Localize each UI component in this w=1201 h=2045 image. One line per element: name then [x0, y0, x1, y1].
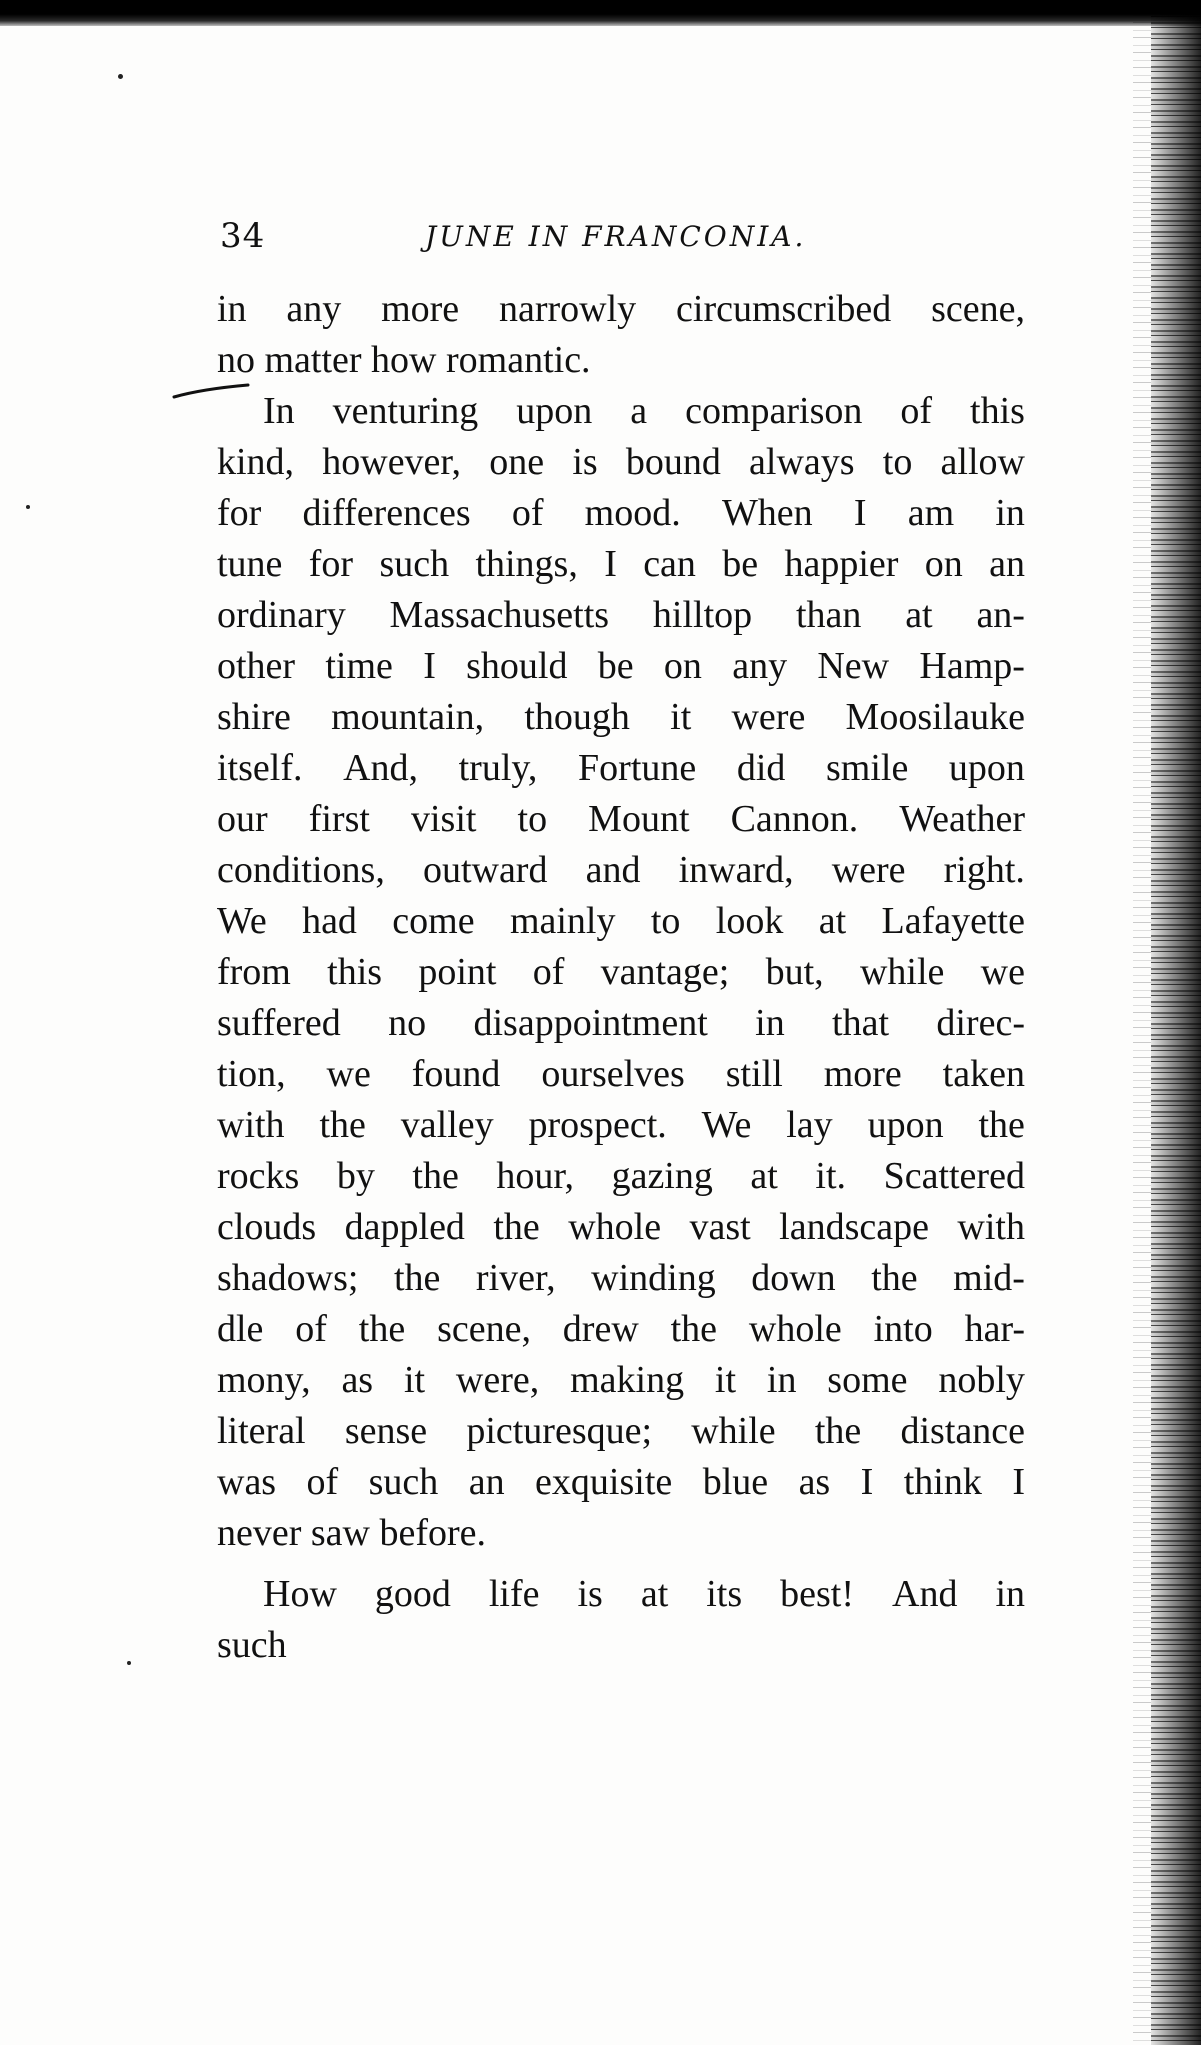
text-line: In venturing upon a comparison of this [263, 390, 1025, 432]
text-line: shire mountain, though it were Moosilauke [217, 696, 1025, 738]
body-text [217, 284, 1025, 1671]
text-line: mony, as it were, making it in some nobly [217, 1359, 1025, 1401]
text-line: clouds dappled the whole vast landscape with [217, 1206, 1025, 1248]
text-line: no matter how romantic. [217, 339, 591, 381]
text-line: shadows; the river, winding down the mid- [217, 1257, 1025, 1299]
text-line: How good life is at its best! And in [263, 1573, 1025, 1615]
text-line: dle of the scene, drew the whole into har- [217, 1308, 1025, 1350]
text-line: other time I should be on any New Hamp- [217, 645, 1025, 687]
text-line: tion, we found ourselves still more taken [217, 1053, 1025, 1095]
text-line: from this point of vantage; but, while we [217, 951, 1025, 993]
text-line: rocks by the hour, gazing at it. Scattered [217, 1155, 1025, 1197]
scan-speck [127, 1661, 131, 1665]
text-line: with the valley prospect. We lay upon the [217, 1104, 1025, 1146]
text-line: never saw before. [217, 1512, 487, 1554]
text-line: literal sense picturesque; while the distance [217, 1410, 1025, 1452]
text-line: ordinary Massachusetts hilltop than at an- [217, 594, 1025, 636]
page-header [220, 216, 1024, 266]
text-line: kind, however, one is bound always to allow [217, 441, 1025, 483]
text-line: itself. And, truly, Fortune did smile upon [217, 747, 1025, 789]
scan-top-shadow [0, 0, 1201, 26]
page-edge-texture [1133, 0, 1151, 2045]
scan-speck [26, 505, 30, 509]
paragraph-gap [217, 1559, 1025, 1569]
text-line: in any more narrowly circumscribed scene, [217, 288, 1025, 330]
running-title: JUNE IN FRANCONIA. [425, 220, 807, 253]
page-number: 34 [220, 216, 266, 256]
text-line: was of such an exquisite blue as I think I [217, 1461, 1025, 1503]
page-gutter-shadow [1151, 0, 1201, 2045]
text-line: for differences of mood. When I am in [217, 492, 1025, 534]
text-line: We had come mainly to look at Lafayette [217, 900, 1025, 942]
text-line: such [217, 1624, 287, 1666]
text-line: our first visit to Mount Cannon. Weather [217, 798, 1025, 840]
text-line: suffered no disappointment in that direc- [217, 1002, 1025, 1044]
text-line: conditions, outward and inward, were right. [217, 849, 1025, 891]
text-line: tune for such things, I can be happier on an [217, 543, 1025, 585]
scan-speck [118, 74, 123, 79]
